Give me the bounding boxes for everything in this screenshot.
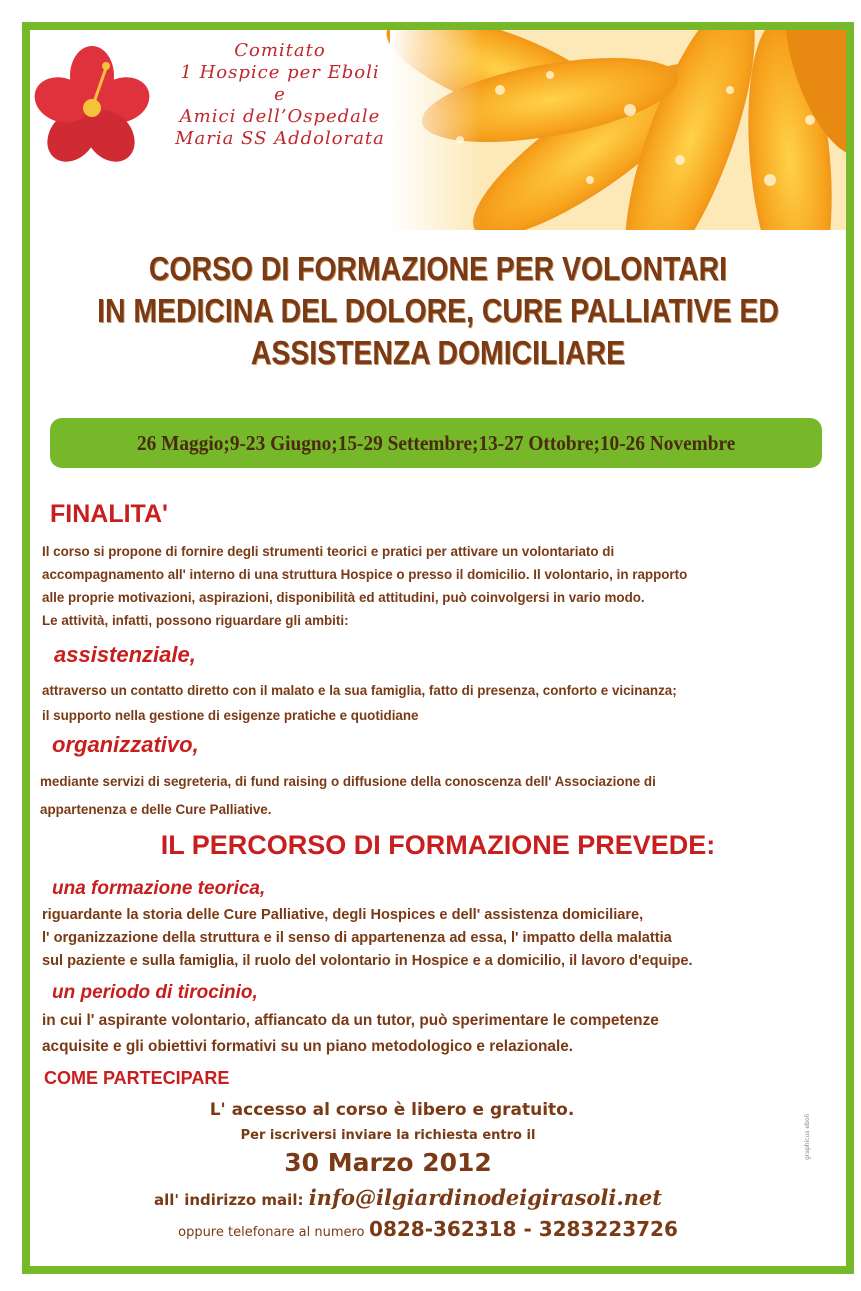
- title-line: IN MEDICINA DEL DOLORE, CURE PALLIATIVE ED: [97, 292, 779, 329]
- phone-row: [30, 1217, 836, 1241]
- partecipare-heading: COME PARTECIPARE: [44, 1068, 230, 1088]
- finalita-heading: FINALITA': [50, 500, 168, 528]
- teorica-text: [42, 904, 693, 973]
- organizzativo-heading: organizzativo,: [52, 732, 199, 757]
- org-line: Amici dell’Ospedale: [179, 106, 381, 127]
- teorica-heading: una formazione teorica,: [52, 878, 266, 899]
- dates-banner: [50, 418, 822, 468]
- teorica-line: sul paziente e sulla famiglia, il ruolo del volontario in Hospice e a domicilio, il lavoro d'equipe.: [42, 953, 693, 969]
- deadline-text: 30 Marzo 2012: [284, 1148, 492, 1177]
- assistenziale-text: [42, 678, 677, 728]
- assistenziale-heading: assistenziale,: [54, 642, 196, 667]
- email-link[interactable]: info@ilgiardinodeigirasoli.net: [308, 1185, 662, 1210]
- finalita-line: Le attività, infatti, possono riguardare gli ambiti:: [42, 613, 349, 628]
- assistenziale-label: assistenziale: [54, 642, 190, 667]
- access-text: L' accesso al corso è libero e gratuito.: [209, 1100, 575, 1120]
- teorica-label: una formazione teorica: [52, 878, 260, 899]
- finalita-line: accompagnamento all' interno di una struttura Hospice o presso il domicilio. Il volontario, in rapporto: [42, 567, 688, 582]
- poster: [30, 30, 846, 1266]
- organizzativo-text: [40, 768, 656, 824]
- mail-label: all' indirizzo mail:: [153, 1191, 304, 1209]
- org-line: Maria SS Addolorata: [175, 128, 385, 149]
- mail-row: [30, 1185, 816, 1210]
- teorica-line: riguardante la storia delle Cure Palliative, degli Hospices e dell' assistenza domiciliare,: [42, 907, 644, 923]
- title-line: ASSISTENZA DOMICILIARE: [250, 334, 626, 371]
- poster-frame: [22, 22, 854, 1274]
- tirocinio-text: [42, 1008, 659, 1060]
- organizzativo-line: appartenenza e delle Cure Palliative.: [40, 802, 272, 817]
- tirocinio-line: acquisite e gli obiettivi formativi su un piano metodologico e relazionale.: [42, 1038, 574, 1055]
- hibiscus-logo: [30, 46, 156, 172]
- finalita-text: [42, 540, 687, 632]
- flower-image: [374, 30, 846, 230]
- tirocinio-line: in cui l' aspirante volontario, affiancato da un tutor, può sperimentare le competenze: [42, 1012, 659, 1029]
- org-line: Comitato: [234, 40, 326, 61]
- finalita-line: alle proprie motivazioni, aspirazioni, disponibilità ed attitudini, può coinvolgersi in vario modo.: [42, 590, 645, 605]
- tirocinio-heading: un periodo di tirocinio,: [52, 982, 258, 1003]
- course-title: [87, 248, 789, 374]
- org-line: 1 Hospice per Eboli: [180, 62, 380, 83]
- finalita-line: Il corso si propone di fornire degli strumenti teorici e pratici per attivare un volontariato di: [42, 544, 615, 559]
- title-line: CORSO DI FORMAZIONE PER VOLONTARI: [148, 250, 728, 287]
- assistenziale-line: il supporto nella gestione di esigenze pratiche e quotidiane: [42, 708, 419, 723]
- tirocinio-label: un periodo di tirocinio: [52, 982, 253, 1003]
- phone-number[interactable]: 0828-362318 - 3283223726: [369, 1217, 678, 1241]
- org-line: e: [274, 84, 286, 105]
- teorica-line: l' organizzazione della struttura e il senso di appartenenza ad essa, l' impatto della malattia: [42, 930, 672, 946]
- organizzativo-label: organizzativo: [52, 732, 193, 757]
- assistenziale-line: attraverso un contatto diretto con il malato e la sua famiglia, fatto di presenza, conforto e vicinanza;: [42, 683, 677, 698]
- percorso-heading: IL PERCORSO DI FORMAZIONE PREVEDE:: [160, 830, 716, 860]
- organizer-name: [140, 40, 420, 150]
- iscriversi-text: Per iscriversi inviare la richiesta entro il: [240, 1128, 536, 1143]
- phone-label: oppure telefonare al numero: [178, 1225, 365, 1240]
- organizzativo-line: mediante servizi di segreteria, di fund raising o diffusione della conoscenza dell' Associazione di: [40, 774, 656, 789]
- dates-text: 26 Maggio;9-23 Giugno;15-29 Settembre;13-27 Ottobre;10-26 Novembre: [136, 430, 736, 455]
- credit-text: graphicus eboli: [804, 1114, 811, 1160]
